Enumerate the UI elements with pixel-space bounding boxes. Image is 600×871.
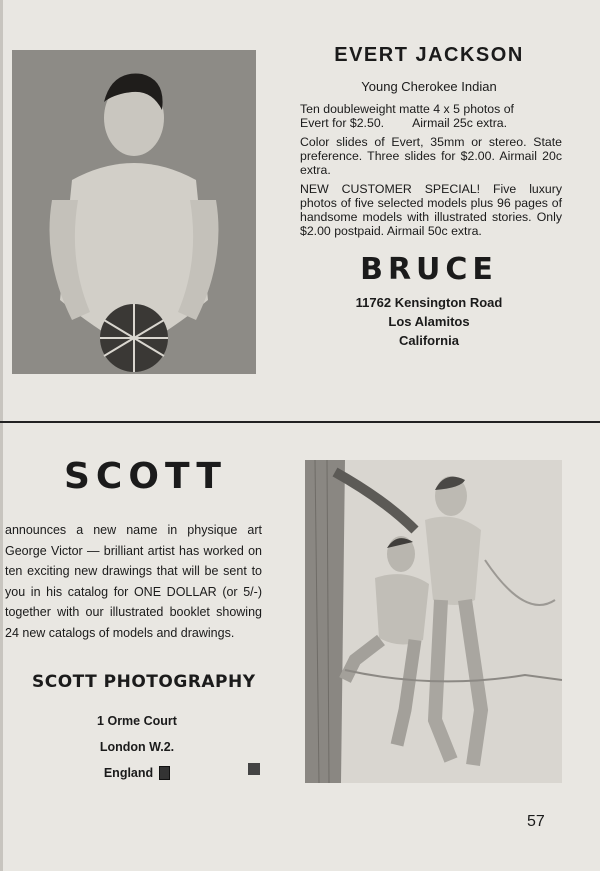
scott-address-city: London W.2. — [99, 740, 175, 754]
section-divider — [0, 421, 600, 423]
stamp-mark-icon — [159, 766, 170, 780]
evert-jackson-ad — [296, 44, 562, 350]
scott-title: SCOTT — [64, 456, 227, 497]
evert-jackson-photo — [12, 50, 256, 374]
address-street: 11762 Kensington Road — [355, 295, 503, 310]
ad-headline: EVERT JACKSON — [334, 44, 524, 66]
ad-tagline: Young Cherokee Indian — [361, 79, 497, 94]
scott-address — [62, 708, 212, 786]
studio-name: BRUCE — [360, 252, 498, 287]
page-edge-shadow — [0, 0, 3, 871]
offer-photos-line1: Ten doubleweight matte 4 x 5 photos of — [300, 102, 514, 116]
scott-address-street: 1 Orme Court — [97, 714, 177, 728]
scott-body-text: announces a new name in physique art George Victor — brilliant artist has worked on ten exciting new drawings that will be sent to you in his catalog for ONE DOLLAR (or 5/-) together with our illustrated booklet showing 24 new catalogs of models and drawings. — [5, 523, 262, 640]
address-state: California — [399, 333, 459, 348]
stamp-mark-icon — [248, 763, 260, 775]
offer-special: NEW CUSTOMER SPECIAL! Five luxury photos of five selected models plus 96 pages of handsome models with illustrated stories. Only $2.00 postpaid. Airmail 50c extra. — [300, 182, 562, 238]
offer-photos-price: Evert for $2.50. — [300, 116, 385, 130]
george-victor-drawing — [305, 460, 562, 783]
offer-slides: Color slides of Evert, 35mm or stereo. State preference. Three slides for $2.00. Airmail 20c extra. — [300, 135, 562, 177]
scott-address-country: England — [103, 766, 154, 780]
address-city: Los Alamitos — [388, 314, 470, 329]
scott-address-country-row — [104, 760, 170, 786]
scott-studio-name: SCOTT PHOTOGRAPHY — [32, 672, 256, 692]
page-number: 57 — [527, 813, 545, 830]
offer-photos — [300, 102, 562, 130]
offer-photos-airmail: Airmail 25c extra. — [412, 116, 508, 130]
